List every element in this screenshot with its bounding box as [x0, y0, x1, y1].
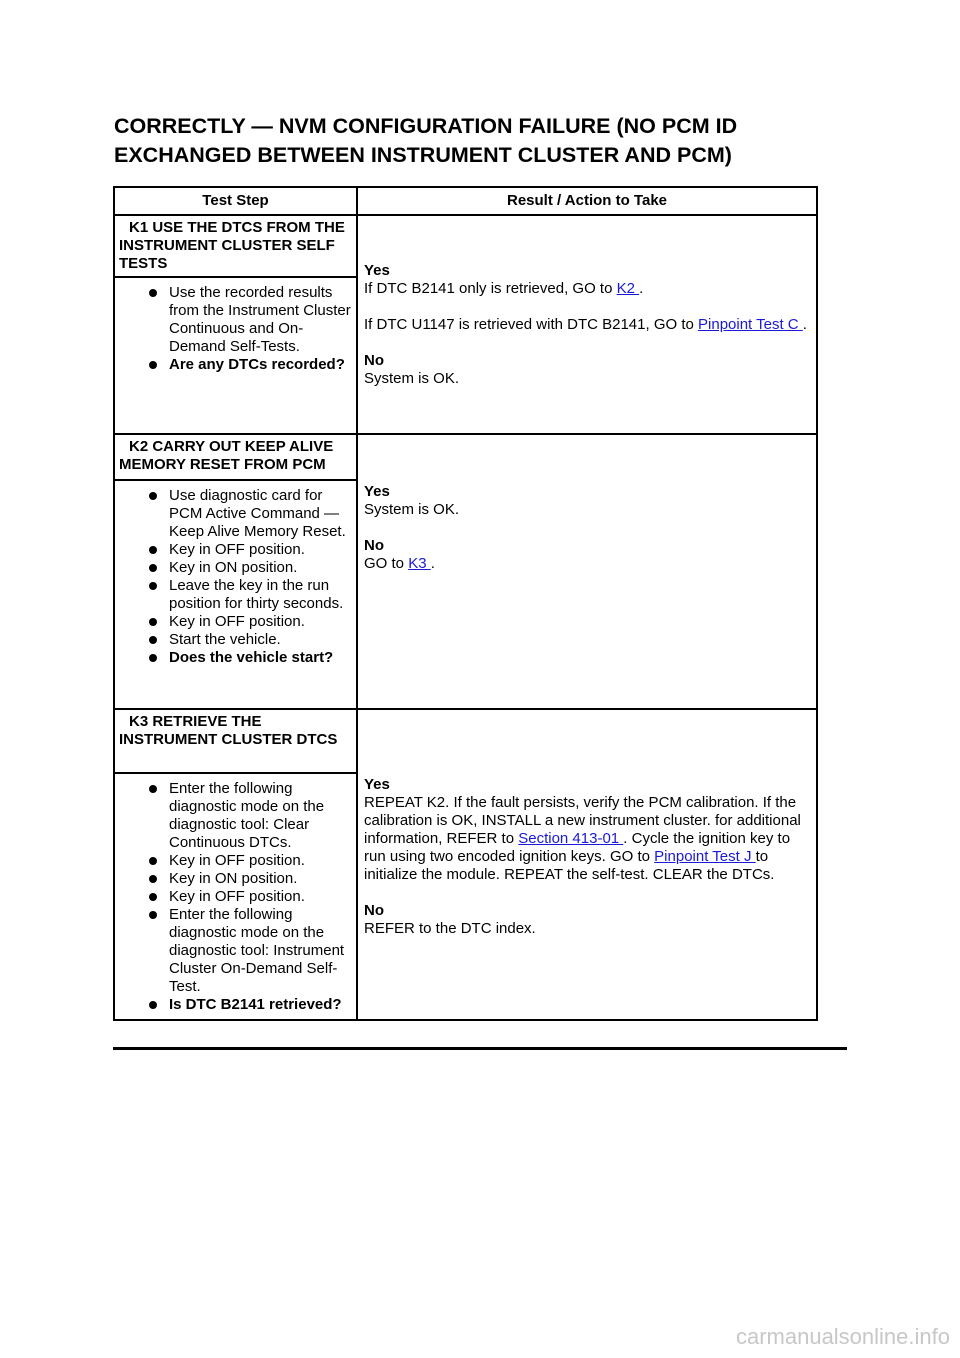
step-k1-no-label: No [364, 351, 384, 369]
link-pinpoint-test-j[interactable]: Pinpoint Test J [654, 848, 756, 865]
step-k2-result [357, 434, 817, 709]
step-k2-heading: K2 CARRY OUT KEEP ALIVE MEMORY RESET FROM PCM [114, 434, 357, 480]
step-k3-question: Is DTC B2141 retrieved? [121, 996, 352, 1014]
list-item: Key in OFF position. [121, 888, 352, 906]
column-header-result: Result / Action to Take [357, 187, 817, 215]
list-item: Key in OFF position. [121, 852, 352, 870]
step-k2-bullets [121, 487, 352, 667]
list-item: Use the recorded results from the Instrument Cluster Continuous and On-Demand Self-Tests. [121, 284, 352, 356]
step-k3-heading-row [114, 709, 817, 773]
step-k1-yes-text-1-end: . [639, 279, 644, 297]
list-item: Key in OFF position. [121, 541, 352, 559]
step-k1-result [357, 215, 817, 434]
column-header-test-step: Test Step [114, 187, 357, 215]
horizontal-divider [113, 1047, 847, 1050]
step-k2-no-text-end: . [430, 555, 435, 572]
step-k1-heading-row [114, 215, 817, 277]
list-item: Key in ON position. [121, 559, 352, 577]
table-header-row [114, 187, 817, 215]
link-pinpoint-test-c[interactable]: Pinpoint Test C [698, 315, 803, 333]
step-k3-yes-text-2: . Cycle the ignition key to run using two encoded ignition keys. GO to [364, 830, 791, 865]
step-k1-yes-text-2-end: . [802, 315, 807, 333]
step-k2-body [114, 480, 357, 709]
step-k2-no-label: No [364, 537, 384, 554]
link-k3[interactable]: K3 [408, 555, 431, 572]
step-k3-no-label: No [364, 902, 384, 919]
step-k3-yes-label: Yes [364, 776, 390, 793]
step-k2-no-text: GO to [364, 555, 409, 572]
step-k1-heading: K1 USE THE DTCS FROM THE INSTRUMENT CLUSTER SELF TESTS [114, 215, 357, 277]
watermark: carmanualsonline.info [735, 1324, 950, 1349]
step-k3-bullets [121, 780, 352, 1014]
list-item: Leave the key in the run position for thirty seconds. [121, 577, 352, 613]
link-k2[interactable]: K2 [616, 279, 640, 297]
list-item: Use diagnostic card for PCM Active Command — Keep Alive Memory Reset. [121, 487, 352, 541]
step-k1-no-text: System is OK. [364, 369, 460, 387]
test-step-table [113, 186, 818, 1021]
list-item: Enter the following diagnostic mode on the diagnostic tool: Instrument Cluster On-Demand Self-Test. [121, 906, 352, 996]
step-k2-question: Does the vehicle start? [121, 649, 352, 667]
step-k3-body [114, 773, 357, 1020]
step-k2-yes-label: Yes [364, 483, 390, 500]
step-k1-body [114, 277, 357, 434]
step-k3-result [357, 709, 817, 1020]
step-k1-question: Are any DTCs recorded? [121, 356, 352, 374]
step-k2-heading-row [114, 434, 817, 480]
step-k1-yes-text-2: If DTC U1147 is retrieved with DTC B2141, GO to [364, 315, 699, 333]
page-title: CORRECTLY — NVM CONFIGURATION FAILURE (NO PCM ID EXCHANGED BETWEEN INSTRUMENT CLUSTER AND PCM) [114, 114, 738, 167]
step-k1-yes-label: Yes [364, 261, 390, 279]
list-item: Key in OFF position. [121, 613, 352, 631]
step-k3-yes-text-3: to initialize the module. REPEAT the self-test. CLEAR the DTCs. [364, 848, 775, 883]
list-item: Start the vehicle. [121, 631, 352, 649]
list-item: Enter the following diagnostic mode on the diagnostic tool: Clear Continuous DTCs. [121, 780, 352, 852]
step-k3-yes-text-1: REPEAT K2. If the fault persists, verify the PCM calibration. If the calibration is OK, INSTALL a new instrument cluster. for additional information, REFER to [364, 794, 801, 847]
link-section-413-01[interactable]: Section 413-01 [518, 830, 624, 847]
step-k1-yes-text-1: If DTC B2141 only is retrieved, GO to [364, 279, 617, 297]
step-k3-heading: K3 RETRIEVE THE INSTRUMENT CLUSTER DTCS [114, 709, 357, 773]
step-k1-bullets [121, 284, 352, 374]
list-item: Key in ON position. [121, 870, 352, 888]
step-k2-yes-text: System is OK. [364, 501, 460, 518]
step-k3-no-text: REFER to the DTC index. [364, 920, 536, 937]
